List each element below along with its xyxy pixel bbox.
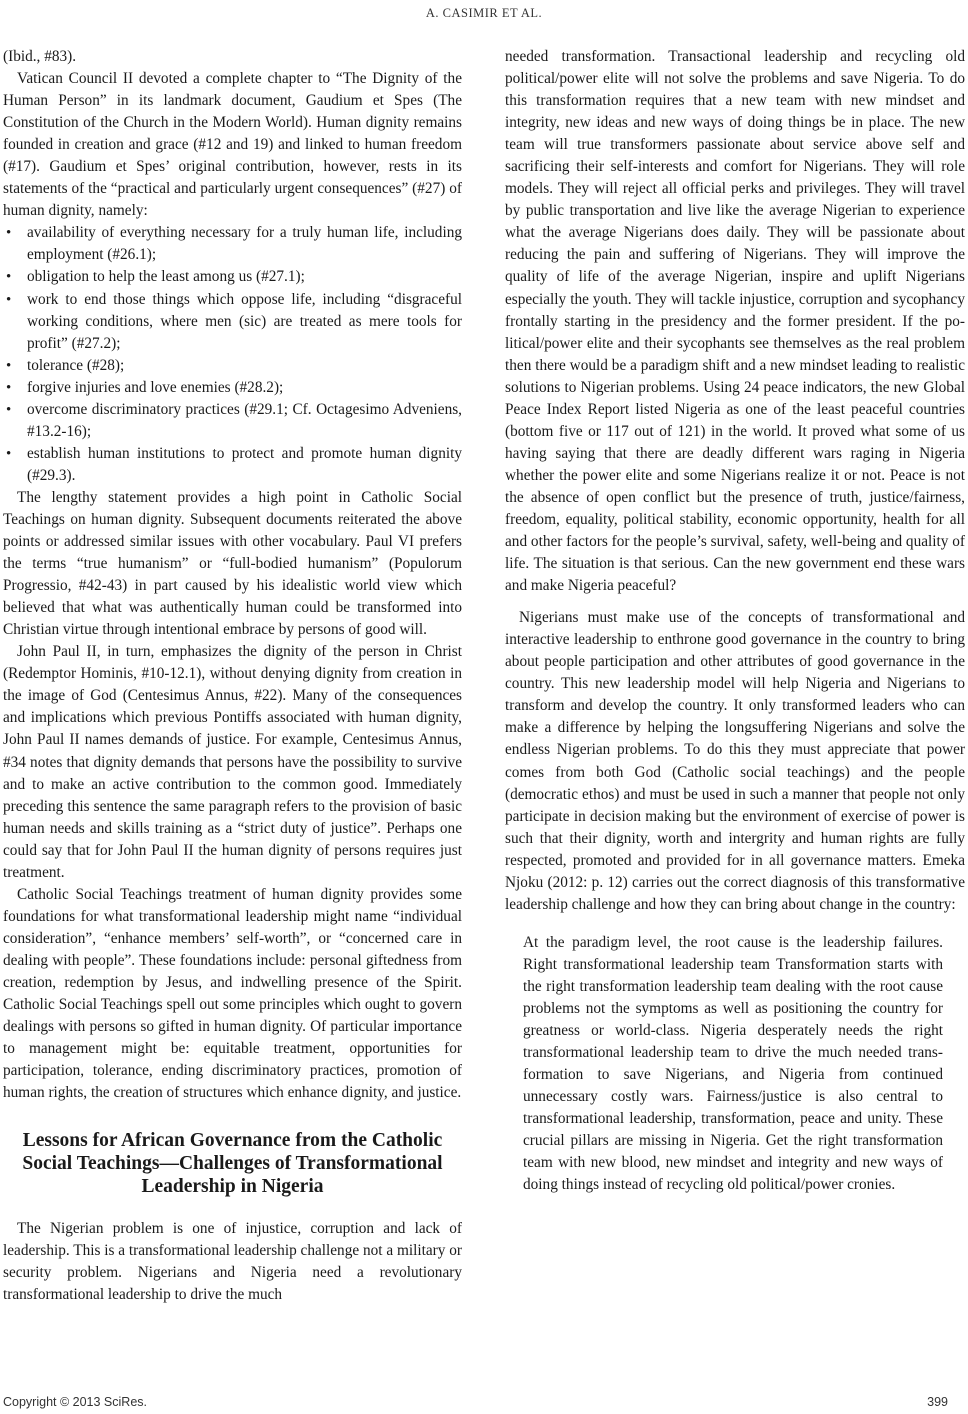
paragraph-catholic-social-teachings: Catholic Social Teachings treatment of human dignity provides some foundations for what transformational leadership might name “individual consideration”, “enhance members’ self-worth”, or “concerned care in dealing with people”. These foundations include: personal giftedness from creation, redemption by Jesus, and indwelling presence of the Spirit. Catholic Social Teachings spell out some principles which ought to govern dealings with persons so gifted in human dignity. Of particular importance to management might be: equitable treatment, opportunities for participation, tolerance, ending discriminatory practices, promotion of human rights, the creation of structures which enhance dignity, and justice. <box>3 885 462 1102</box>
copyright-notice: Copyright © 2013 SciRes. <box>3 1395 148 1409</box>
list-item: • forgive injuries and love enemies (#28.2); <box>3 377 462 399</box>
paragraph-vatican-council: Vatican Council II devoted a complete chapter to “The Dignity of the Human Person” in its landmark document, Gaudium et Spes (The Constitution of the Church in the Modern World). Human dignity remains founded in creation and grace (#12 and 19) and linked to human freedom (#17). Gaudium et Spes’ original contribution, however, rests in its statements of the “practical and particularly urgent consequences” (#27) of human dignity, namely: <box>3 70 462 220</box>
left-column <box>3 46 462 1306</box>
list-item: • obligation to help the least among us (#27.1); <box>3 266 462 288</box>
paragraph-lengthy-statement: The lengthy statement provides a high point in Catholic Social Teachings on human dignity. Subsequent documents reiterated the above points or addressed similar issues with other vocabulary. Paul VI prefers the terms “true humanism” or “full-bodied humanism” (Populorum Progressio, #42-43) in part caused by his idealistic world view which believed that what was authentically human could be transformed into Christian virtue through intentional embrace by persons of good will. <box>3 488 462 639</box>
paragraph-needed-transformation: needed transformation. Transactional leadership and recycling old political/power elite will not solve the problems and save Nigeria. To do this transformation requires that a new team with new mindset and integrity, new ideas and new ways of doing things be in place. The new team will true transformers passionate about service above self and sacrificing their self-interests and comfort for Nigerians. They will role models. They will reject all official perks and privileges. They will travel by public transportation and live like the average Nigerian to experience what the average Nigerians does daily. They will be passionate about reducing the pain and suffering of Nigerians. They will improve the quality of life of the average Nigerian, inspire and uplift Nigerians especially the youth. They will tackle injustice, corruption and sycophancy frontally starting in the presidency and the former president. If the political/power elite and their sycophants see themselves as the real problem then there would be a paradigm shift and a new mindset leading to realistic solutions to Nigerian problems. Using 24 peace indicators, the new Global Peace Index Report listed Nigeria as one of the least peaceful countries (bottom five or 117 out of 121) in the world. It proved what some of us having saying that there are deadly different wars raging in Nigeria whether the power elite and some Nigerians realize it or not. Peace is not the absence of open conflict but the presence of truth, justice/fairness, freedom, equality, political stability, economic opportunity, health for all and other factors for the people’s survival, safety, well-being and quality of life. The situation is that serious. Can the new government end these wars and make Nigeria peaceful? <box>505 48 965 595</box>
paragraph-nigerians-must: Nigerians must make use of the concepts of transformational and interactive leadership to enthrone good governance in the country to bring about people participation and other attributes of good governance in the country. This new leadership model will help Nigeria and Nigerians to transform and develop the country. It only transformed leaders who can make a difference by helping the longsuffering Nigerians and solve the endless Nigerian problems. To do this they must appreciate that power comes from both God (Catholic social teachings) and the people (democratic ethos) and must be used in such a manner that people not only participate in decision making but the environment of exercise of power is such that their dignity, worth and intergrity and human rights are fully respected, promoted and provided for in all governance matters. Emeka Njoku (2012: p. 12) carries out the correct diagnosis of this transformative leadership challenge and how they can bring about change in the country: <box>505 609 965 913</box>
list-item: • work to end those things which oppose life, including “disgraceful working conditions, where men (sic) are treated as mere tools for profit” (#27.2); <box>3 289 462 355</box>
list-item: • tolerance (#28); <box>3 355 462 377</box>
paragraph-citation: (Ibid., #83). <box>3 48 77 65</box>
page-number: 399 <box>927 1395 948 1409</box>
list-item: • availability of everything necessary for a truly human life, including employment (#26.1); <box>3 222 462 266</box>
consequences-list <box>3 222 462 487</box>
running-head: A. CASIMIR ET AL. <box>425 6 543 20</box>
section-heading: Lessons for African Governance from the Catholic Social Teachings—Challenges of Transformational Leadership in Nigeria <box>22 1130 443 1198</box>
paragraph-nigerian-problem: The Nigerian problem is one of injustice, corruption and lack of leadership. This is a transformational leadership challenge not a military or security problem. Nigerians and Nigeria need a revolutionary transformational leadership to drive the much <box>3 1220 462 1304</box>
list-item: • establish human institutions to protect and promote human dignity (#29.3). <box>3 443 462 487</box>
paragraph-john-paul: John Paul II, in turn, emphasizes the dignity of the person in Christ (Redemptor Hominis, #10-12.1), without denying dignity from creation in the image of God (Centesimus Annus, #22). Many of the consequences and implications which previous Pontiffs associated with human dignity, John Paul II names demands of justice. For example, Centesimus Annus, #34 notes that dignity demands that persons have the possibility to survive and to make an active contribution to the common good. Immediately preceding this sentence the same paragraph refers to the provision of basic human needs and skills training as a “strict duty of justice”. Perhaps one could say that for John Paul II the human dignity of persons requires just treatment. <box>3 643 462 881</box>
list-item: • overcome discriminatory practices (#29.1; Cf. Octagesimo Adveniens, #13.2-16); <box>3 399 462 443</box>
block-quote: At the paradigm level, the root cause is the leadership failures. Right transformational leadership team Transformation starts with the right transformation leadership team dealing with the root cause problems not the symptoms as well as positioning the country for greatness or world-class. Nigeria desperately needs the right transformational leadership team to drive the much needed transformation to save Nigerians, and Nigeria from continued unnecessary costly wars. Fairness/justice is also central to transformational leadership, transformation, peace and unity. These crucial pillars are missing in Nigeria. Get the right transformation team with new blood, new mindset and integrity and new ways of doing things instead of recycling old political/power cronies. <box>523 933 943 1194</box>
right-column <box>505 46 965 1196</box>
